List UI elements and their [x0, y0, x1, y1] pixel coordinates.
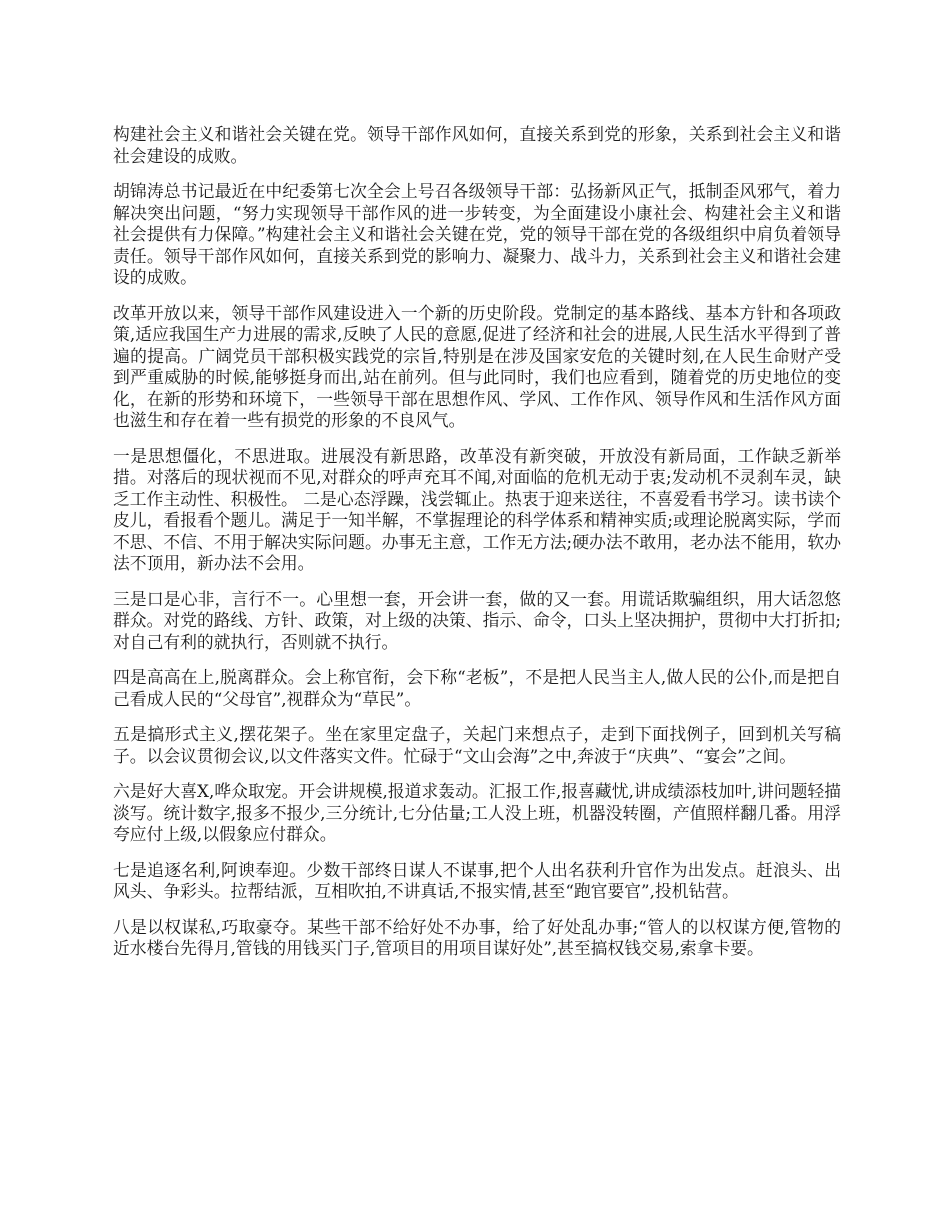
- paragraph: 五是搞形式主义,摆花架子。坐在家里定盘子，关起门来想点子，走到下面找例子，回到机关写稿子。以会议贯彻会议,以文件落实文件。忙碌于“文山会海”之中,奔波于“庆典”、“宴会”之间。: [113, 724, 841, 766]
- document-body: [113, 124, 841, 974]
- paragraph: 七是追逐名利,阿谀奉迎。少数干部终日谋人不谋事,把个人出名获利升官作为出发点。赶浪头、出风头、争彩头。拉帮结派，互相吹拍,不讲真话,不报实情,甚至“跑官要官”,投机钻营。: [113, 859, 841, 901]
- paragraph: 构建社会主义和谐社会关键在党。领导干部作风如何，直接关系到党的形象，关系到社会主义和谐社会建设的成败。: [113, 124, 841, 166]
- paragraph: 六是好大喜X,哗众取宠。开会讲规模,报道求轰动。汇报工作,报喜藏忧,讲成绩添枝加叶,讲问题轻描淡写。统计数字,报多不报少,三分统计,七分估量;工人没上班，机器没转圈，产值照样翻几番。用浮夸应付上级,以假象应付群众。: [113, 781, 841, 844]
- paragraph: 一是思想僵化，不思进取。进展没有新思路，改革没有新突破，开放没有新局面，工作缺乏新举措。对落后的现状视而不见,对群众的呼声充耳不闻,对面临的危机无动于衷;发动机不灵刹车灵，缺乏工作主动性、积极性。 二是心态浮躁，浅尝辄止。热衷于迎来送往，不喜爱看书学习。读书读个皮儿，看报看个题儿。满足于一知半解，不掌握理论的科学体系和精神实质;或理论脱离实际，学而不思、不信、不用于解决实际问题。办事无主意，工作无方法;硬办法不敢用，老办法不能用，软办法不顶用，新办法不会用。: [113, 445, 841, 573]
- paragraph: 胡锦涛总书记最近在中纪委第七次全会上号召各级领导干部：弘扬新风正气，抵制歪风邪气，着力解决突出问题，“努力实现领导干部作风的进一步转变，为全面建设小康社会、构建社会主义和谐社会提供有力保障。”构建社会主义和谐社会关键在党，党的领导干部在党的各级组织中肩负着领导责任。领导干部作风如何，直接关系到党的影响力、凝聚力、战斗力，关系到社会主义和谐社会建设的成败。: [113, 181, 841, 287]
- paragraph: 改革开放以来，领导干部作风建设进入一个新的历史阶段。党制定的基本路线、基本方针和各项政策,适应我国生产力进展的需求,反映了人民的意愿,促进了经济和社会的进展,人民生活水平得到了普遍的提高。广阔党员干部积极实践党的宗旨,特别是在涉及国家安危的关键时刻,在人民生命财产受到严重威胁的时候,能够挺身而出,站在前列。但与此同时，我们也应看到，随着党的历史地位的变化，在新的形势和环境下，一些领导干部在思想作风、学风、工作作风、领导作风和生活作风方面也滋生和存在着一些有损党的形象的不良风气。: [113, 302, 841, 430]
- paragraph: 三是口是心非，言行不一。心里想一套，开会讲一套，做的又一套。用谎话欺骗组织，用大话忽悠群众。对党的路线、方针、政策，对上级的决策、指示、命令，口头上坚决拥护，贯彻中大打折扣;对自己有利的就执行，否则就不执行。: [113, 588, 841, 652]
- paragraph: 八是以权谋私,巧取豪夺。某些干部不给好处不办事，给了好处乱办事;“管人的以权谋方便,管物的近水楼台先得月,管钱的用钱买门子,管项目的用项目谋好处”,甚至搞权钱交易,索拿卡要。: [113, 916, 841, 958]
- paragraph: 四是高高在上,脱离群众。会上称官衔，会下称“老板”，不是把人民当主人,做人民的公仆,而是把自己看成人民的“父母官”,视群众为“草民”。: [113, 667, 841, 709]
